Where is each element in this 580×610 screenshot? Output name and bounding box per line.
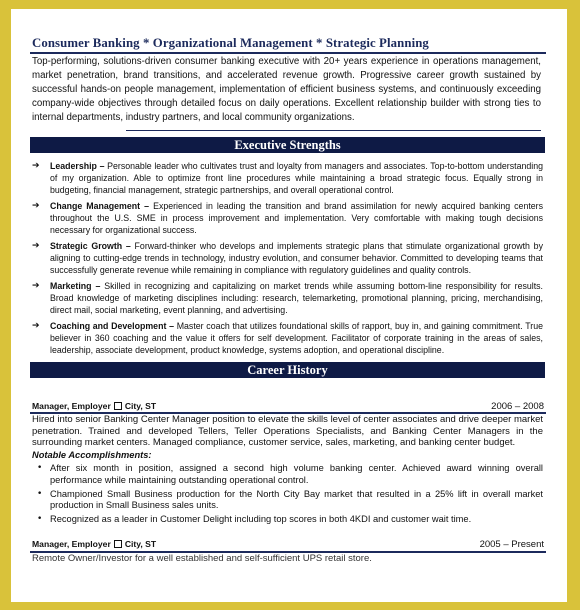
square-bullet-icon: [114, 402, 122, 410]
summary-divider: [126, 130, 541, 131]
section-header-strengths: Executive Strengths: [30, 137, 545, 153]
headline: Consumer Banking * Organizational Management * Strategic Planning: [32, 36, 429, 50]
job-header: [32, 538, 544, 550]
strength-text: Experienced in leading the transition and brand assimilation for newly acquired banking centers throughout the U.S. SME in process improvement and implementation. Very comfortable with making tough decisions necessary for organizational success.: [50, 201, 543, 236]
bullet-icon: •: [37, 463, 43, 473]
strength-text: Skilled in recognizing and capitalizing on market trends while assuming bottom-line responsibility for results. Broad knowledge of marketing disciplines including: research, telemarketing, promotional planning, pricing, merchandising, direct mail, social marketing, event planning, and advertising.: [50, 281, 544, 316]
strength-term: Strategic Growth –: [50, 241, 131, 252]
arrow-right-icon: ➔: [32, 241, 40, 252]
arrow-right-icon: ➔: [32, 281, 40, 292]
strength-text: Personable leader who cultivates trust and loyalty from managers and associates. Top-to-bottom understanding of my organization. Able to optimize front line procedures while maintaining a broad strategic focus. Equally strong in budgeting, financial management, strategic partnerships, and overall operational control.: [50, 161, 543, 196]
arrow-right-icon: ➔: [32, 201, 40, 212]
strength-term: Marketing –: [50, 281, 101, 292]
strength-text: Forward-thinker who develops and implements strategic plans that stimulate organizational growth by aligning to cutting-edge trends in technology, industry evolution, and consumer behavior. Committed to developing teams that successfully generate revenue while remaining in compliance with regulatory guidelines and quality controls.: [50, 241, 543, 276]
arrow-right-icon: ➔: [32, 161, 40, 171]
accomplishment-text: After six month in position, assigned a second high volume banking center. Achieved award winning overall performance while maintaining outstanding operational control.: [50, 463, 543, 485]
summary-paragraph: Top-performing, solutions-driven consumer banking executive with 20+ years experience in operations management, market penetration, brand transitions, and accelerated revenue growth. Progressive career growth sustained by successful hands-on people management, implementation of efficient business systems, and continuously exceeding company-wide objectives through detailed focus on daily operations. Excellent relationship builder with strong ties to internal departments, industry partners, and local community organizations.: [32, 56, 541, 124]
strength-item: [32, 240, 543, 276]
accomplishment-text: Championed Small Business production for the North City Bay market that resulted in a 25% lift in overall market production in Small Business sales units.: [50, 488, 543, 511]
accomplishment-item: [32, 514, 543, 526]
strength-term: Coaching and Development –: [50, 321, 174, 332]
resume-page: [11, 9, 567, 602]
strength-item: [32, 280, 543, 316]
notable-accomplishments-label: Notable Accomplishments:: [32, 450, 152, 460]
job-description: Remote Owner/Investor for a well established and self-sufficient UPS retail store.: [32, 553, 372, 564]
accomplishment-text: Recognized as a leader in Customer Delight including top scores in both 4KDI and customer wait time.: [50, 514, 472, 525]
strength-item: [32, 160, 543, 196]
bullet-icon: •: [37, 488, 43, 499]
bullet-icon: •: [37, 514, 43, 525]
accomplishment-item: [32, 489, 543, 512]
job-header: [32, 400, 544, 412]
section-header-career: Career History: [30, 362, 545, 378]
strength-item: [32, 320, 543, 356]
job-dates: 2005 – Present: [479, 538, 544, 550]
job-location: City, ST: [124, 401, 157, 411]
job-title-employer: Manager, Employer: [32, 539, 111, 549]
strengths-list: [32, 160, 543, 360]
accomplishments-list: [32, 463, 543, 528]
accomplishment-item: [32, 463, 543, 486]
strength-term: Change Management –: [50, 201, 150, 212]
job-dates: 2006 – 2008: [491, 400, 544, 412]
headline-divider: [30, 52, 546, 54]
job-description: Hired into senior Banking Center Manager position to elevate the skills level of center associates and drive deeper market penetration. Trained and developed Tellers, Teller Operations Specialists, and Banking Center Managers in the surrounding market centers. Managed compliance, customer service, sales, marketing, and banking center budget.: [32, 414, 543, 449]
strength-term: Leadership –: [50, 161, 105, 171]
square-bullet-icon: [114, 540, 122, 548]
job-title-employer: Manager, Employer: [32, 401, 111, 411]
strength-item: [32, 200, 543, 236]
job-location: City, ST: [124, 539, 157, 549]
strength-text: Master coach that utilizes foundational skills of rapport, buy in, and gaining commitment. True believer in 360 coaching and the value it offers for self development. Facilitator of corporate training in the areas of sales, leadership, associate development, product knowledge, systems adoption, and operational discipline.: [50, 321, 543, 356]
arrow-right-icon: ➔: [32, 321, 40, 332]
